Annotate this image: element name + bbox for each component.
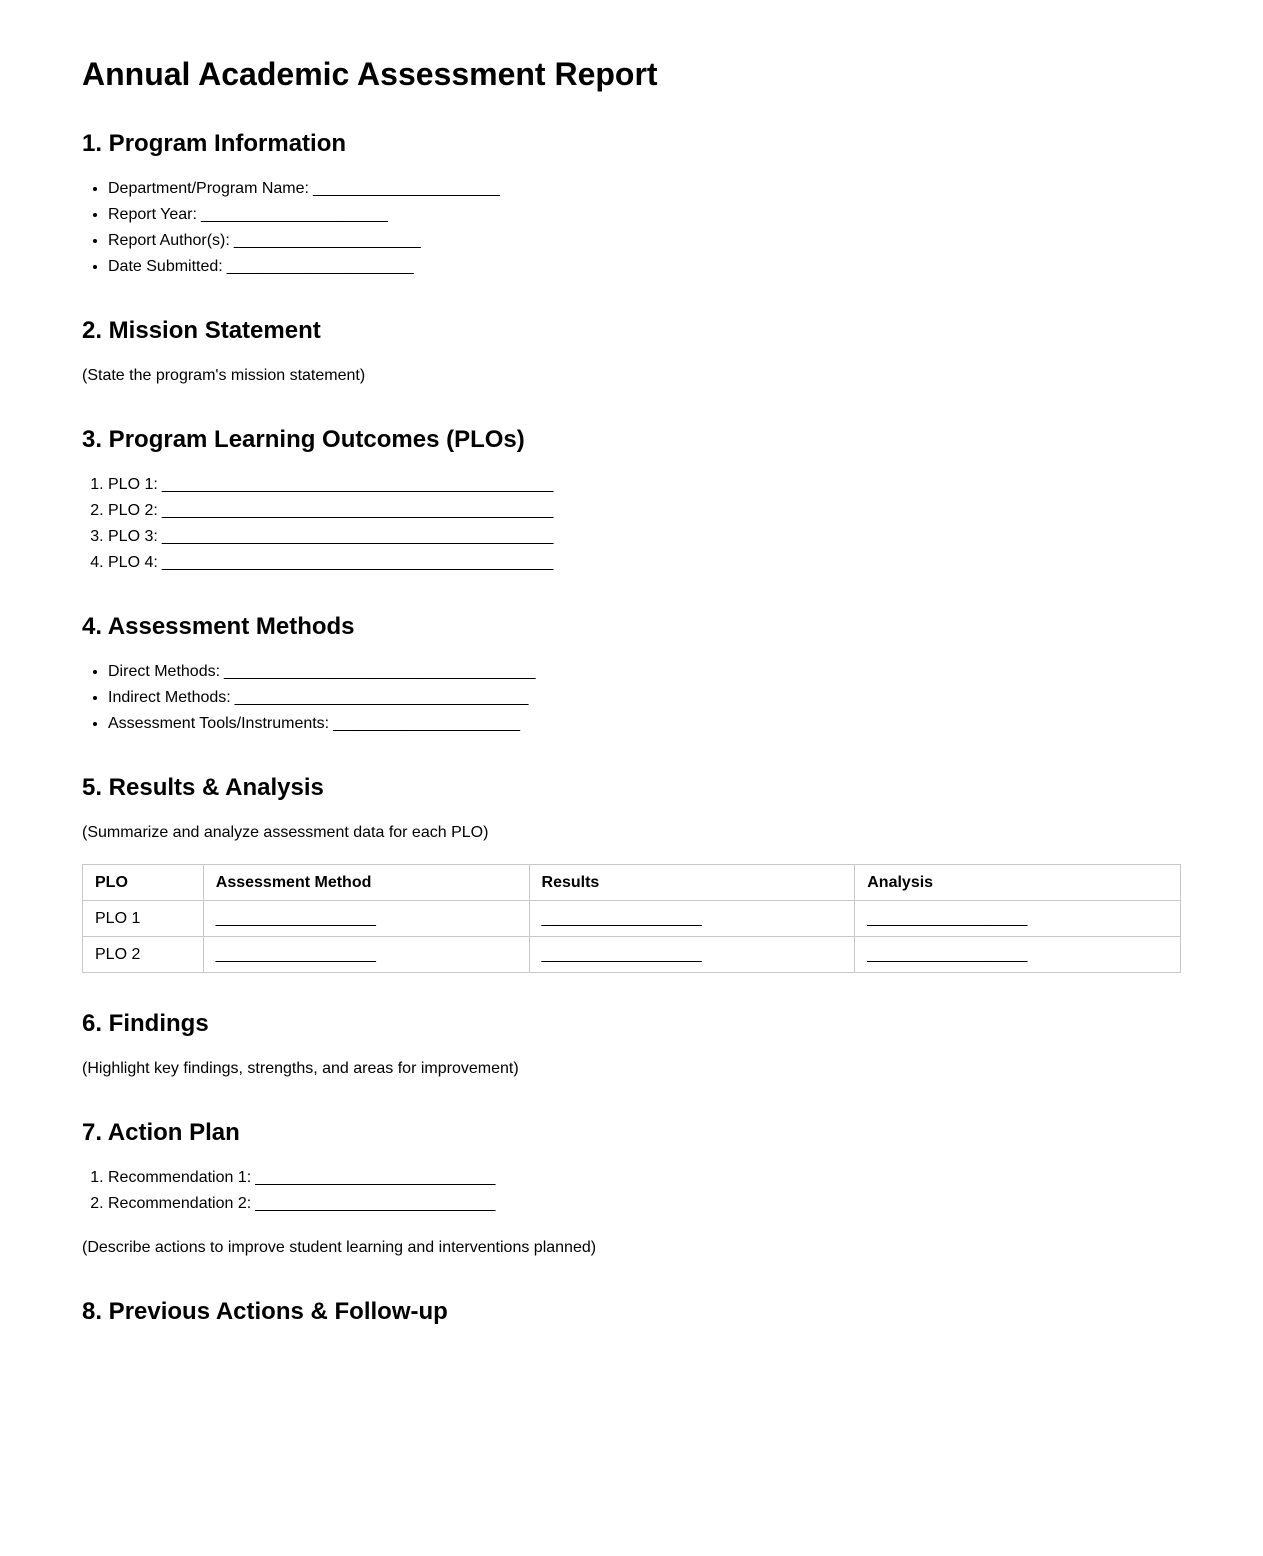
action-plan-list — [82, 1165, 1181, 1217]
field-label: Report Author(s): — [108, 232, 230, 249]
findings-instruction-text: (Highlight key findings, strengths, and areas for improvement) — [82, 1060, 519, 1077]
table-row — [83, 901, 1181, 937]
list-item — [108, 228, 1181, 254]
field-label: Recommendation 2: — [108, 1195, 252, 1212]
cell-plo: PLO 2 — [83, 937, 204, 973]
blank-line: _________________________________ — [234, 689, 529, 706]
field-label: Direct Methods: — [108, 663, 221, 680]
field-label: Recommendation 1: — [108, 1169, 252, 1186]
blank-line: ___________________________ — [255, 1169, 496, 1186]
section-assessment-methods — [82, 613, 1181, 737]
heading-previous-actions: 8. Previous Actions & Follow-up — [82, 1298, 448, 1325]
list-item — [108, 1191, 1181, 1217]
list-item — [108, 524, 1181, 550]
section-action-plan — [82, 1119, 1181, 1261]
blank-line: ____________________________________________ — [161, 528, 554, 545]
heading-action-plan: 7. Action Plan — [82, 1119, 240, 1146]
program-information-list — [82, 176, 1181, 280]
list-item — [108, 472, 1181, 498]
field-label: PLO 2: — [108, 502, 158, 519]
heading-findings: 6. Findings — [82, 1010, 209, 1037]
blank-line: ___________________________________ — [224, 663, 536, 680]
field-label: Date Submitted: — [108, 258, 223, 275]
blank-line: _____________________ — [226, 258, 414, 275]
heading-assessment-methods: 4. Assessment Methods — [82, 613, 355, 640]
blank-line: _____________________ — [333, 715, 520, 732]
column-header-results: Results — [529, 865, 855, 901]
results-table — [82, 864, 1181, 973]
results-table-header — [83, 865, 1181, 901]
field-label: PLO 4: — [108, 554, 158, 571]
list-item — [108, 1165, 1181, 1191]
table-row — [83, 937, 1181, 973]
cell-analysis — [855, 937, 1181, 973]
blank-line: __________________ — [867, 946, 1028, 963]
blank-line: __________________ — [215, 946, 376, 963]
blank-line: __________________ — [215, 910, 376, 927]
column-header-assessment-method: Assessment Method — [203, 865, 529, 901]
cell-results — [529, 901, 855, 937]
blank-line: ____________________________________________ — [161, 554, 554, 571]
page-title: Annual Academic Assessment Report — [82, 56, 658, 92]
section-results-analysis — [82, 774, 1181, 973]
list-item — [108, 176, 1181, 202]
field-label: PLO 3: — [108, 528, 158, 545]
column-header-analysis: Analysis — [855, 865, 1181, 901]
list-item — [108, 685, 1181, 711]
blank-line: ____________________________________________ — [161, 502, 554, 519]
blank-line: ___________________________ — [255, 1195, 496, 1212]
plo-list — [82, 472, 1181, 576]
section-mission-statement — [82, 317, 1181, 389]
section-program-learning-outcomes — [82, 426, 1181, 576]
results-table-body — [83, 901, 1181, 973]
blank-line: _____________________ — [312, 180, 500, 197]
section-program-information — [82, 130, 1181, 280]
action-plan-instruction-text: (Describe actions to improve student learning and interventions planned) — [82, 1239, 597, 1256]
list-item — [108, 550, 1181, 576]
cell-plo: PLO 1 — [83, 901, 204, 937]
blank-line: _____________________ — [233, 232, 421, 249]
field-label: Department/Program Name: — [108, 180, 309, 197]
mission-instruction-text: (State the program's mission statement) — [82, 367, 366, 384]
list-item — [108, 711, 1181, 737]
blank-line: __________________ — [541, 910, 702, 927]
results-instruction-text: (Summarize and analyze assessment data for each PLO) — [82, 824, 489, 841]
blank-line: __________________ — [867, 910, 1028, 927]
list-item — [108, 498, 1181, 524]
heading-results-analysis: 5. Results & Analysis — [82, 774, 324, 801]
blank-line: _____________________ — [200, 206, 388, 223]
list-item — [108, 659, 1181, 685]
field-label: PLO 1: — [108, 476, 158, 493]
column-header-plo: PLO — [83, 865, 204, 901]
blank-line: ____________________________________________ — [161, 476, 554, 493]
cell-analysis — [855, 901, 1181, 937]
heading-mission-statement: 2. Mission Statement — [82, 317, 321, 344]
heading-program-information: 1. Program Information — [82, 130, 347, 157]
section-previous-actions — [82, 1298, 1181, 1326]
list-item — [108, 202, 1181, 228]
cell-assessment-method — [203, 937, 529, 973]
heading-program-learning-outcomes: 3. Program Learning Outcomes (PLOs) — [82, 426, 525, 453]
blank-line: __________________ — [541, 946, 702, 963]
section-findings — [82, 1010, 1181, 1082]
cell-assessment-method — [203, 901, 529, 937]
list-item — [108, 254, 1181, 280]
assessment-methods-list — [82, 659, 1181, 737]
table-header-row — [83, 865, 1181, 901]
cell-results — [529, 937, 855, 973]
field-label: Indirect Methods: — [108, 689, 231, 706]
field-label: Assessment Tools/Instruments: — [108, 715, 330, 732]
field-label: Report Year: — [108, 206, 197, 223]
